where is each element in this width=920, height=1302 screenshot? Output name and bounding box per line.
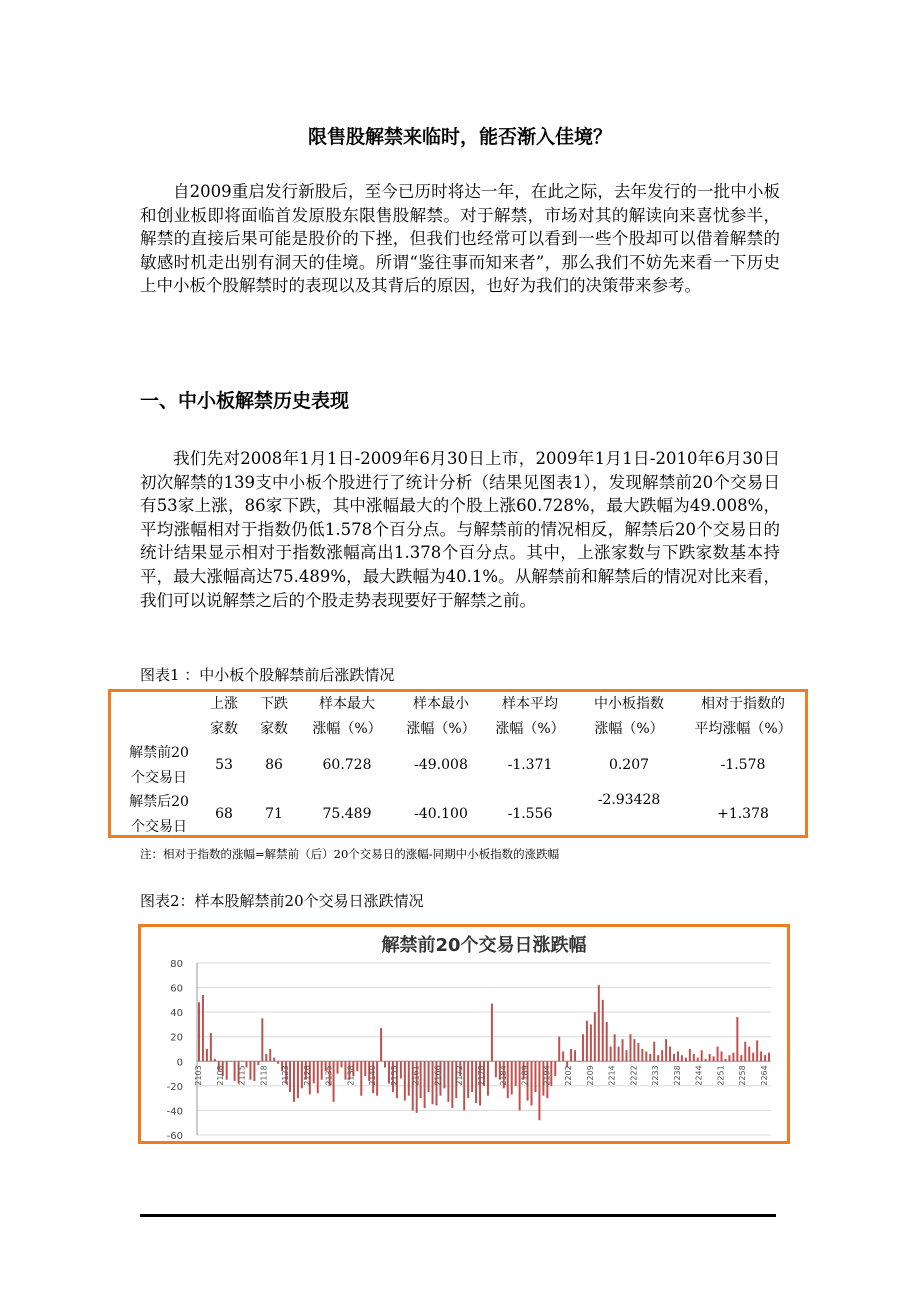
x-tick-label: 2140 — [368, 1065, 378, 1086]
chart-bar — [253, 1061, 255, 1081]
chart-bar — [665, 1039, 667, 1061]
chart-bar — [400, 1061, 402, 1078]
table-cell: 71 — [265, 806, 283, 822]
y-tick-label: -40 — [166, 1106, 183, 1118]
chart-bar — [428, 1061, 430, 1092]
y-tick-label: 60 — [170, 983, 183, 995]
chart-bar — [677, 1051, 679, 1061]
chart-bar — [562, 1051, 564, 1061]
chart-bar — [404, 1061, 406, 1100]
bottom-rule — [140, 1214, 776, 1217]
x-tick-label: 2184 — [498, 1065, 508, 1086]
x-tick-label: 2155 — [389, 1065, 399, 1086]
chart-bar — [606, 1022, 608, 1061]
table-header-cell: 中小板指数 — [594, 696, 664, 712]
chart-bar — [226, 1061, 228, 1079]
chart-bar — [234, 1061, 236, 1081]
chart-bar — [661, 1050, 663, 1061]
chart-bar — [622, 1039, 624, 1061]
table-cell: +1.378 — [717, 806, 769, 822]
chart-bar — [491, 1004, 493, 1062]
x-tick-label: 2244 — [694, 1065, 704, 1086]
table-header-cell: 涨幅（%） — [406, 721, 476, 737]
x-tick-label: 2264 — [760, 1065, 769, 1086]
chart-bar — [273, 1058, 275, 1062]
chart-bar — [515, 1061, 517, 1086]
chart-bar — [744, 1042, 746, 1062]
chart-bar — [297, 1061, 299, 1098]
table-cell: -40.100 — [414, 806, 468, 822]
x-tick-label: 2238 — [672, 1065, 682, 1086]
chart-bar — [495, 1061, 497, 1077]
chart-bar — [701, 1050, 703, 1061]
chart-bar — [321, 1061, 323, 1079]
chart-bar — [249, 1061, 251, 1079]
chart-bar — [265, 1054, 267, 1061]
x-tick-label: 2126 — [302, 1065, 312, 1086]
chart-bar — [451, 1061, 453, 1108]
chart-bar — [242, 1061, 244, 1062]
chart-bar — [693, 1054, 695, 1061]
chart-bar — [558, 1037, 560, 1062]
table-header-cell: 平均涨幅（%） — [694, 721, 792, 737]
stats-table — [108, 689, 808, 838]
chart-bar — [657, 1055, 659, 1061]
y-tick-label: -60 — [166, 1131, 183, 1141]
table-cell: 53 — [215, 757, 233, 773]
table-header-cell: 家数 — [260, 721, 288, 737]
chart-bar — [590, 1024, 592, 1061]
document-title: 限售股解禁来临时，能否渐入佳境？ — [307, 126, 612, 148]
chart-bar — [570, 1049, 572, 1061]
intro-paragraph: 自2009重启发行新股后，至今已历时将达一年，在此之际，去年发行的一批中小板和创业板即将面临首发原股东限售股解禁。对于解禁，市场对其的解读向来喜忧参半，解禁的直接后果可能是股价的下挫，但我们也经常可以看到一些个股却可以借着解禁的敏感时机走出别有洞天的佳境。所谓“鉴往事而知来者”，那么我们不妨先来看一下历史上中小板个股解禁时的表现以及其背后的原因，也好为我们的决策带来参考。 — [140, 182, 780, 296]
chart-bar — [511, 1061, 513, 1094]
chart-bar — [467, 1061, 469, 1098]
chart-bar — [261, 1018, 263, 1061]
chart-bar — [649, 1054, 651, 1061]
x-tick-label: 2251 — [716, 1065, 726, 1086]
chart-bar — [633, 1039, 635, 1061]
chart-bar — [538, 1061, 540, 1120]
y-tick-label: 20 — [170, 1032, 183, 1044]
chart-bar — [618, 1047, 620, 1062]
chart-caption: 图表2：样本股解禁前20个交易日涨跌情况 — [140, 892, 424, 910]
x-tick-label: 2233 — [651, 1065, 661, 1086]
chart-bar — [713, 1056, 715, 1061]
chart-bar — [669, 1047, 671, 1062]
chart-bar — [598, 985, 600, 1061]
x-tick-label: 2103 — [194, 1065, 203, 1086]
chart-bar — [574, 1050, 576, 1061]
chart-bar — [356, 1061, 358, 1071]
chart-bar — [257, 1061, 259, 1065]
chart-bar — [380, 1028, 382, 1061]
chart-bar — [752, 1053, 754, 1062]
chart-bar — [653, 1042, 655, 1062]
chart-bar — [554, 1061, 556, 1076]
chart-bar — [443, 1061, 445, 1088]
chart-bar — [447, 1061, 449, 1102]
chart-bar — [728, 1055, 730, 1061]
x-tick-label: 2209 — [585, 1065, 595, 1086]
y-tick-label: 40 — [170, 1008, 183, 1020]
chart-bar — [202, 995, 204, 1061]
table-cell: 75.489 — [322, 806, 372, 822]
chart-bar — [673, 1054, 675, 1061]
chart-bar — [424, 1061, 426, 1108]
table-cell: 68 — [215, 806, 233, 822]
table-cell: -1.578 — [720, 757, 766, 773]
table-cell: -49.008 — [414, 757, 468, 773]
chart-bar — [705, 1059, 707, 1061]
table-caption: 图表1 ：中小板个股解禁前后涨跌情况 — [140, 666, 395, 684]
chart-title: 解禁前20个交易日涨跌幅 — [381, 935, 587, 956]
section-paragraph: 我们先对2008年1月1日-2009年6月30日上市，2009年1月1日-2010年6月30日初次解禁的139支中小板个股进行了统计分析（结果见图表1），发现解禁前20个交易日有53家上涨，86家下跌，其中涨幅最大的个股上涨60.728%，最大跌幅为49.008%，平均涨幅相对于指数仍低1.578个百分点。与解禁前的情况相反，解禁后20个交易日的统计结果显示相对于指数涨幅高出1.378个百分点。其中，上涨家数与下跌家数基本持平，最大涨幅高达75.489%，最大跌幅为40.1%。从解禁前和解禁后的情况对比来看，我们可以说解禁之后的个股走势表现要好于解禁之前。 — [140, 449, 780, 610]
x-tick-label: 2214 — [607, 1065, 617, 1086]
chart-bar — [214, 1059, 216, 1061]
table-cell: 86 — [265, 757, 283, 773]
chart-bar — [230, 1061, 232, 1062]
chart-bar — [748, 1047, 750, 1062]
x-tick-label: 2202 — [564, 1065, 574, 1086]
chart-bar — [760, 1051, 762, 1061]
table-cell: -1.371 — [507, 757, 553, 773]
table-cell: 0.207 — [608, 757, 650, 773]
chart-bar — [614, 1034, 616, 1061]
chart-bar — [578, 1061, 580, 1062]
table-header-cell: 下跌 — [260, 696, 288, 712]
x-tick-label: 2189 — [520, 1065, 530, 1086]
table-header-cell: 样本平均 — [502, 696, 558, 712]
table-header-cell: 相对于指数的 — [701, 696, 785, 712]
chart-bar — [293, 1061, 295, 1102]
table-cell: -2.93428 — [597, 792, 661, 808]
chart-bar — [626, 1050, 628, 1061]
x-tick-label: 2166 — [433, 1065, 443, 1086]
bar-chart — [141, 927, 787, 1141]
chart-bar — [384, 1061, 386, 1067]
chart-frame — [138, 924, 790, 1144]
chart-bar — [645, 1051, 647, 1061]
chart-bar — [637, 1043, 639, 1061]
chart-bar — [724, 1059, 726, 1061]
table-row-label: 个交易日 — [131, 770, 187, 786]
chart-bar — [364, 1061, 366, 1076]
chart-bar — [602, 1000, 604, 1061]
chart-bar — [471, 1061, 473, 1092]
chart-bar — [313, 1061, 315, 1083]
x-tick-label: 2115 — [237, 1065, 247, 1086]
table-header-cell: 家数 — [210, 721, 238, 737]
chart-bar — [721, 1051, 723, 1061]
y-tick-label: 80 — [170, 959, 183, 970]
chart-bar — [206, 1049, 208, 1061]
x-tick-label: 2108 — [215, 1065, 225, 1086]
chart-bar — [689, 1049, 691, 1061]
chart-bar — [582, 1034, 584, 1061]
x-tick-label: 2138 — [346, 1065, 356, 1086]
chart-bar — [740, 1055, 742, 1061]
chart-bar — [610, 1047, 612, 1062]
chart-bar — [685, 1058, 687, 1062]
section-heading: 一、中小板解禁历史表现 — [140, 390, 350, 412]
chart-bar — [531, 1061, 533, 1105]
chart-bar — [756, 1040, 758, 1061]
x-tick-label: 2178 — [477, 1065, 486, 1086]
chart-bar — [534, 1061, 536, 1092]
chart-bar — [586, 1021, 588, 1062]
chart-bar — [736, 1017, 738, 1061]
chart-bar — [641, 1049, 643, 1061]
chart-bar — [709, 1054, 711, 1061]
y-tick-label: -20 — [166, 1081, 183, 1093]
x-tick-label: 2123 — [281, 1065, 291, 1086]
chart-bar — [697, 1058, 699, 1062]
chart-bar — [210, 1033, 212, 1061]
x-tick-label: 2194 — [542, 1065, 552, 1086]
chart-bar — [717, 1047, 719, 1062]
table-row-label: 解禁前20 — [129, 745, 189, 761]
table-row-label: 解禁后20 — [129, 794, 189, 810]
chart-bar — [732, 1053, 734, 1062]
chart-bar — [198, 1002, 200, 1061]
table-row-label: 个交易日 — [131, 819, 187, 835]
chart-bar — [277, 1061, 279, 1063]
chart-bar — [408, 1061, 410, 1095]
chart-bar — [360, 1061, 362, 1095]
chart-bar — [594, 1012, 596, 1061]
table-header-cell: 涨幅（%） — [594, 721, 664, 737]
chart-bar — [337, 1061, 339, 1073]
chart-bar — [768, 1053, 770, 1062]
chart-bar — [764, 1055, 766, 1061]
table-header-cell: 涨幅（%） — [312, 721, 382, 737]
table-note: 注：相对于指数的涨幅=解禁前（后）20个交易日的涨幅-同期中小板指数的涨跌幅 — [140, 847, 560, 861]
chart-bar — [269, 1049, 271, 1061]
table-header-cell: 涨幅（%） — [495, 721, 565, 737]
x-tick-label: 2258 — [738, 1065, 748, 1086]
chart-bar — [681, 1055, 683, 1061]
table-header-cell: 样本最大 — [319, 696, 375, 712]
chart-bar — [341, 1061, 343, 1067]
x-tick-label: 2161 — [411, 1065, 421, 1086]
chart-bar — [487, 1061, 489, 1095]
chart-bar — [629, 1034, 631, 1061]
table-header-cell: 上涨 — [210, 696, 238, 712]
y-tick-label: 0 — [176, 1057, 183, 1069]
x-tick-label: 2118 — [259, 1065, 269, 1086]
table-cell: -1.556 — [507, 806, 553, 822]
x-tick-label: 2172 — [455, 1065, 465, 1086]
table-header-cell: 样本最小 — [413, 696, 469, 712]
chart-bar — [317, 1061, 319, 1093]
x-tick-label: 2135 — [324, 1065, 334, 1086]
table-cell: 60.728 — [322, 757, 372, 773]
x-tick-label: 2222 — [629, 1065, 639, 1086]
